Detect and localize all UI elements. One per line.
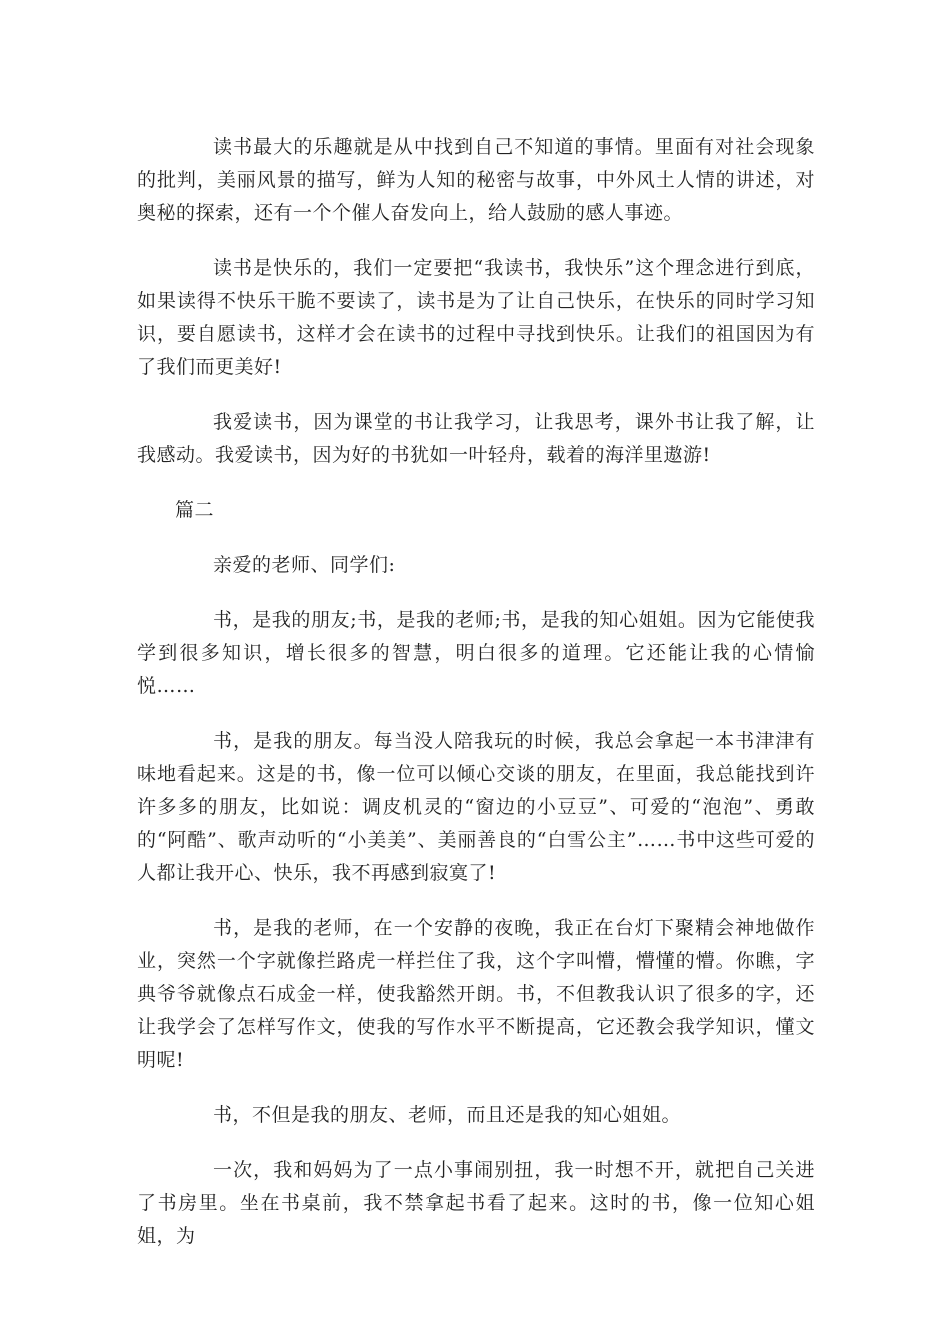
paragraph: 读书最大的乐趣就是从中找到自己不知道的事情。里面有对社会现象的批判，美丽风景的描写，鲜为人知的秘密与故事，中外风土人情的讲述，对奥秘的探索，还有一个个催人奋发向上，给人鼓励的感人事迹。 <box>137 136 815 224</box>
paragraph: 书，是我的朋友;书，是我的老师;书，是我的知心姐姐。因为它能使我学到很多知识，增长很多的智慧，明白很多的道理。它还能让我的心情愉悦…… <box>137 609 815 697</box>
section-heading: 篇二 <box>175 499 215 521</box>
paragraph: 书，是我的老师，在一个安静的夜晚，我正在台灯下聚精会神地做作业，突然一个字就像拦路虎一样拦住了我，这个字叫懵，懵懂的懵。你瞧，字典爷爷就像点石成金一样，使我豁然开朗。书，不但教我认识了很多的字，还让我学会了怎样写作文，使我的写作水平不断提高，它还教会我学知识，懂文明呢! <box>137 917 815 1071</box>
paragraph: 书，是我的朋友。每当没人陪我玩的时候，我总会拿起一本书津津有味地看起来。这是的书，像一位可以倾心交谈的朋友，在里面，我总能找到许许多多的朋友，比如说：调皮机灵的“窗边的小豆豆”、可爱的“泡泡”、勇敢的“阿酷”、歌声动听的“小美美”、美丽善良的“白雪公主”……书中这些可爱的人都让我开心、快乐，我不再感到寂寞了! <box>137 730 815 884</box>
paragraph: 书，不但是我的朋友、老师，而且还是我的知心姐姐。 <box>213 1104 682 1126</box>
paragraph: 读书是快乐的，我们一定要把“我读书，我快乐”这个理念进行到底，如果读得不快乐干脆不要读了，读书是为了让自己快乐，在快乐的同时学习知识，要自愿读书，这样才会在读书的过程中寻找到快乐。让我们的祖国因为有了我们而更美好! <box>137 257 815 378</box>
paragraph: 一次，我和妈妈为了一点小事闹别扭，我一时想不开，就把自己关进了书房里。坐在书桌前，我不禁拿起书看了起来。这时的书，像一位知心姐姐，为 <box>137 1159 815 1247</box>
salutation: 亲爱的老师、同学们: <box>213 554 396 576</box>
paragraph: 我爱读书，因为课堂的书让我学习，让我思考，课外书让我了解，让我感动。我爱读书，因为好的书犹如一叶轻舟，载着的海洋里遨游! <box>137 411 815 466</box>
document-body <box>137 131 815 1275</box>
